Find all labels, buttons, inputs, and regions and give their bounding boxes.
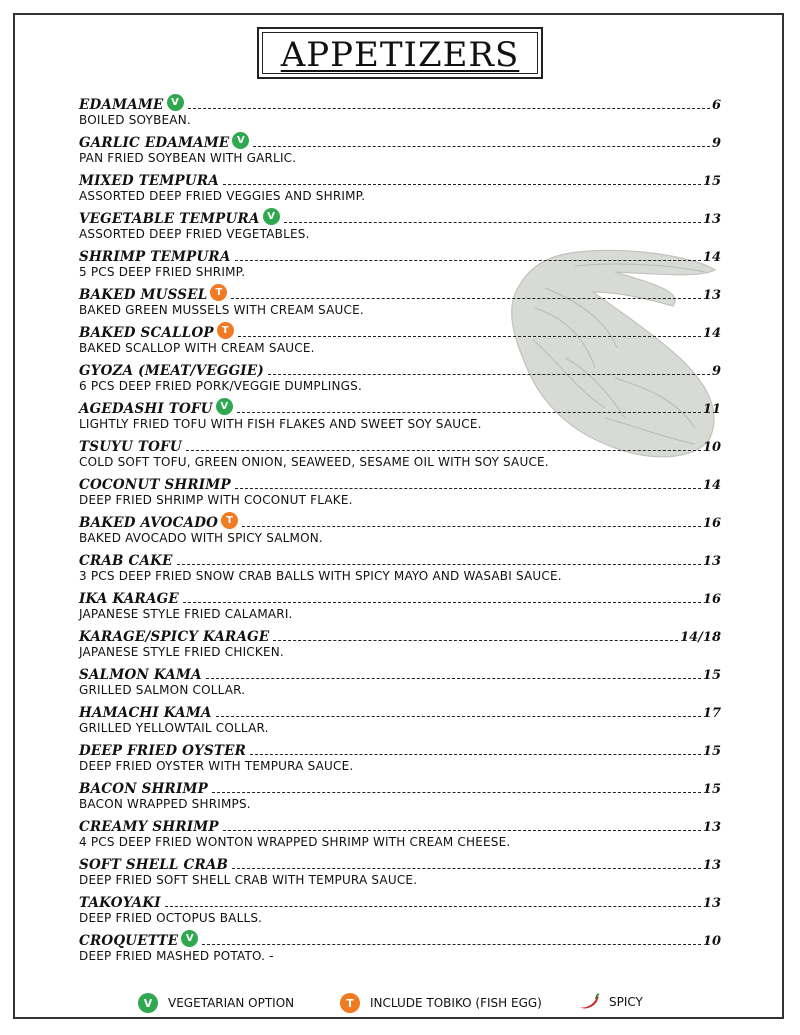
menu-item [79, 170, 721, 208]
menu-item-description: COLD SOFT TOFU, GREEN ONION, SEAWEED, SESAME OIL WITH SOY SAUCE. [79, 455, 549, 469]
dotted-leader [235, 488, 701, 489]
menu-item-price: 9 [711, 136, 721, 151]
menu-item-name: VEGETABLE TEMPURA [79, 211, 260, 227]
menu-item-price: 14 [702, 478, 721, 493]
menu-item-price: 14/18 [680, 630, 721, 645]
menu-item-description: DEEP FRIED OCTOPUS BALLS. [79, 911, 263, 925]
legend-spicy-label: SPICY [609, 995, 643, 1009]
menu-item-price: 10 [702, 934, 721, 949]
menu-item [79, 664, 721, 702]
menu-item-description: LIGHTLY FRIED TOFU WITH FISH FLAKES AND SWEET SOY SAUCE. [79, 417, 482, 431]
menu-item-description: 4 PCS DEEP FRIED WONTON WRAPPED SHRIMP WITH CREAM CHEESE. [79, 835, 511, 849]
menu-item-header [79, 436, 721, 455]
menu-item-description: BAKED GREEN MUSSELS WITH CREAM SAUCE. [79, 303, 364, 317]
menu-item [79, 626, 721, 664]
menu-item-description: GRILLED SALMON COLLAR. [79, 683, 246, 697]
dotted-leader [235, 260, 701, 261]
menu-item-price: 16 [702, 516, 721, 531]
menu-item-name: BAKED SCALLOP [79, 325, 214, 341]
menu-item-header [79, 550, 721, 569]
menu-item-price: 15 [702, 782, 721, 797]
dotted-leader [250, 754, 701, 755]
menu-item-price: 15 [702, 668, 721, 683]
menu-item-price: 13 [702, 858, 721, 873]
menu-item-name: KARAGE/SPICY KARAGE [79, 629, 270, 645]
menu-item [79, 930, 721, 968]
menu-item-price: 15 [702, 174, 721, 189]
menu-item-description: DEEP FRIED SOFT SHELL CRAB WITH TEMPURA SAUCE. [79, 873, 418, 887]
tobiko-badge-icon: T [221, 512, 238, 529]
menu-item-price: 17 [702, 706, 721, 721]
dotted-leader [253, 146, 710, 147]
vegetarian-badge-icon: V [216, 398, 233, 415]
menu-item-header [79, 284, 721, 303]
legend [0, 993, 800, 1017]
chili-pepper-icon [577, 993, 601, 1011]
menu-item-header [79, 740, 721, 759]
menu-item-header [79, 94, 721, 113]
tobiko-badge-icon: T [217, 322, 234, 339]
menu-item-price: 14 [702, 250, 721, 265]
menu-item-name: COCONUT SHRIMP [79, 477, 231, 493]
dotted-leader [223, 830, 701, 831]
menu-item-name: CREAMY SHRIMP [79, 819, 219, 835]
menu-item-description: BAKED SCALLOP WITH CREAM SAUCE. [79, 341, 315, 355]
menu-item-name: SOFT SHELL CRAB [79, 857, 229, 873]
menu-item-header [79, 208, 721, 227]
menu-item [79, 854, 721, 892]
menu-item-name: SALMON KAMA [79, 667, 202, 683]
menu-item-name: CRAB CAKE [79, 553, 173, 569]
menu-item-description: BACON WRAPPED SHRIMPS. [79, 797, 251, 811]
menu-item-name: IKA KARAGE [79, 591, 179, 607]
dotted-leader [177, 564, 701, 565]
menu-item-description: JAPANESE STYLE FRIED CALAMARI. [79, 607, 293, 621]
menu-item [79, 474, 721, 512]
menu-item-header [79, 816, 721, 835]
menu-item-name: CROQUETTE [79, 933, 179, 949]
menu-item-price: 9 [711, 364, 721, 379]
dotted-leader [206, 678, 701, 679]
menu-item-header [79, 474, 721, 493]
menu-item-description: ASSORTED DEEP FRIED VEGGIES AND SHRIMP. [79, 189, 366, 203]
menu-item-description: BAKED AVOCADO WITH SPICY SALMON. [79, 531, 323, 545]
tobiko-badge-icon: T [210, 284, 227, 301]
dotted-leader [223, 184, 701, 185]
vegetarian-badge-icon: V [232, 132, 249, 149]
menu-item-header [79, 398, 721, 417]
menu-item [79, 436, 721, 474]
menu-item [79, 816, 721, 854]
menu-item-header [79, 664, 721, 683]
dotted-leader [212, 792, 701, 793]
menu-item [79, 322, 721, 360]
dotted-leader [238, 336, 701, 337]
menu-item-price: 13 [702, 554, 721, 569]
dotted-leader [242, 526, 701, 527]
menu-item-description: 5 PCS DEEP FRIED SHRIMP. [79, 265, 246, 279]
legend-spicy [577, 993, 643, 1011]
vegetarian-badge-icon: V [138, 993, 158, 1013]
menu-item-header [79, 360, 721, 379]
legend-vegetarian-label: VEGETARIAN OPTION [168, 996, 295, 1010]
menu-item [79, 360, 721, 398]
dotted-leader [188, 108, 710, 109]
menu-item-price: 6 [711, 98, 721, 113]
title-frame [257, 27, 543, 79]
vegetarian-badge-icon: V [181, 930, 198, 947]
menu-item-price: 14 [702, 326, 721, 341]
menu-item [79, 740, 721, 778]
menu-item-name: GARLIC EDAMAME [79, 135, 230, 151]
menu-item-price: 11 [702, 402, 721, 417]
menu-list [79, 94, 721, 968]
legend-tobiko [340, 993, 542, 1013]
vegetarian-badge-icon: V [263, 208, 280, 225]
page-title: APPETIZERS [280, 35, 520, 75]
vegetarian-badge-icon: V [167, 94, 184, 111]
menu-item-description: PAN FRIED SOYBEAN WITH GARLIC. [79, 151, 297, 165]
menu-item-header [79, 132, 721, 151]
menu-item-header [79, 778, 721, 797]
menu-item-price: 15 [702, 744, 721, 759]
menu-item-description: ASSORTED DEEP FRIED VEGETABLES. [79, 227, 310, 241]
menu-item [79, 892, 721, 930]
menu-item [79, 778, 721, 816]
menu-item-description: DEEP FRIED MASHED POTATO. - [79, 949, 274, 963]
menu-item-header [79, 702, 721, 721]
menu-item [79, 284, 721, 322]
dotted-leader [231, 298, 700, 299]
tobiko-badge-icon: T [340, 993, 360, 1013]
menu-item-description: JAPANESE STYLE FRIED CHICKEN. [79, 645, 284, 659]
dotted-leader [216, 716, 701, 717]
dotted-leader [183, 602, 701, 603]
menu-item-header [79, 512, 721, 531]
menu-item-name: GYOZA (MEAT/VEGGIE) [79, 363, 264, 379]
menu-item-price: 13 [702, 288, 721, 303]
menu-item [79, 246, 721, 284]
menu-item-description: GRILLED YELLOWTAIL COLLAR. [79, 721, 269, 735]
dotted-leader [202, 944, 701, 945]
menu-item-description: DEEP FRIED OYSTER WITH TEMPURA SAUCE. [79, 759, 354, 773]
menu-item-name: TAKOYAKI [79, 895, 161, 911]
menu-item-name: DEEP FRIED OYSTER [79, 743, 247, 759]
menu-item-header [79, 322, 721, 341]
menu-item-header [79, 892, 721, 911]
menu-item-name: TSUYU TOFU [79, 439, 182, 455]
menu-item-header [79, 588, 721, 607]
menu-item [79, 94, 721, 132]
menu-item-price: 16 [702, 592, 721, 607]
menu-item-header [79, 170, 721, 189]
menu-item-name: SHRIMP TEMPURA [79, 249, 231, 265]
menu-item-description: 3 PCS DEEP FRIED SNOW CRAB BALLS WITH SPICY MAYO AND WASABI SAUCE. [79, 569, 562, 583]
dotted-leader [284, 222, 701, 223]
menu-item-price: 10 [702, 440, 721, 455]
menu-item [79, 588, 721, 626]
dotted-leader [232, 868, 701, 869]
menu-item-price: 13 [702, 896, 721, 911]
menu-item-name: BAKED MUSSEL [79, 287, 208, 303]
menu-item [79, 132, 721, 170]
menu-item [79, 398, 721, 436]
dotted-leader [186, 450, 701, 451]
menu-item [79, 208, 721, 246]
menu-item-header [79, 854, 721, 873]
dotted-leader [237, 412, 701, 413]
menu-item-description: DEEP FRIED SHRIMP WITH COCONUT FLAKE. [79, 493, 353, 507]
menu-item-name: BACON SHRIMP [79, 781, 208, 797]
dotted-leader [268, 374, 710, 375]
menu-item-name: HAMACHI KAMA [79, 705, 212, 721]
menu-item [79, 512, 721, 550]
menu-item-name: BAKED AVOCADO [79, 515, 219, 531]
menu-item-name: MIXED TEMPURA [79, 173, 219, 189]
menu-item-header [79, 246, 721, 265]
dotted-leader [165, 906, 701, 907]
menu-item-price: 13 [702, 820, 721, 835]
menu-item-name: EDAMAME [79, 97, 164, 113]
menu-item [79, 702, 721, 740]
menu-item-description: 6 PCS DEEP FRIED PORK/VEGGIE DUMPLINGS. [79, 379, 362, 393]
menu-item-header [79, 626, 721, 645]
menu-item-description: BOILED SOYBEAN. [79, 113, 191, 127]
menu-item-name: AGEDASHI TOFU [79, 401, 213, 417]
menu-item-header [79, 930, 721, 949]
menu-item-price: 13 [702, 212, 721, 227]
legend-tobiko-label: INCLUDE TOBIKO (FISH EGG) [370, 996, 542, 1010]
legend-vegetarian [138, 993, 294, 1013]
dotted-leader [273, 640, 678, 641]
menu-item [79, 550, 721, 588]
